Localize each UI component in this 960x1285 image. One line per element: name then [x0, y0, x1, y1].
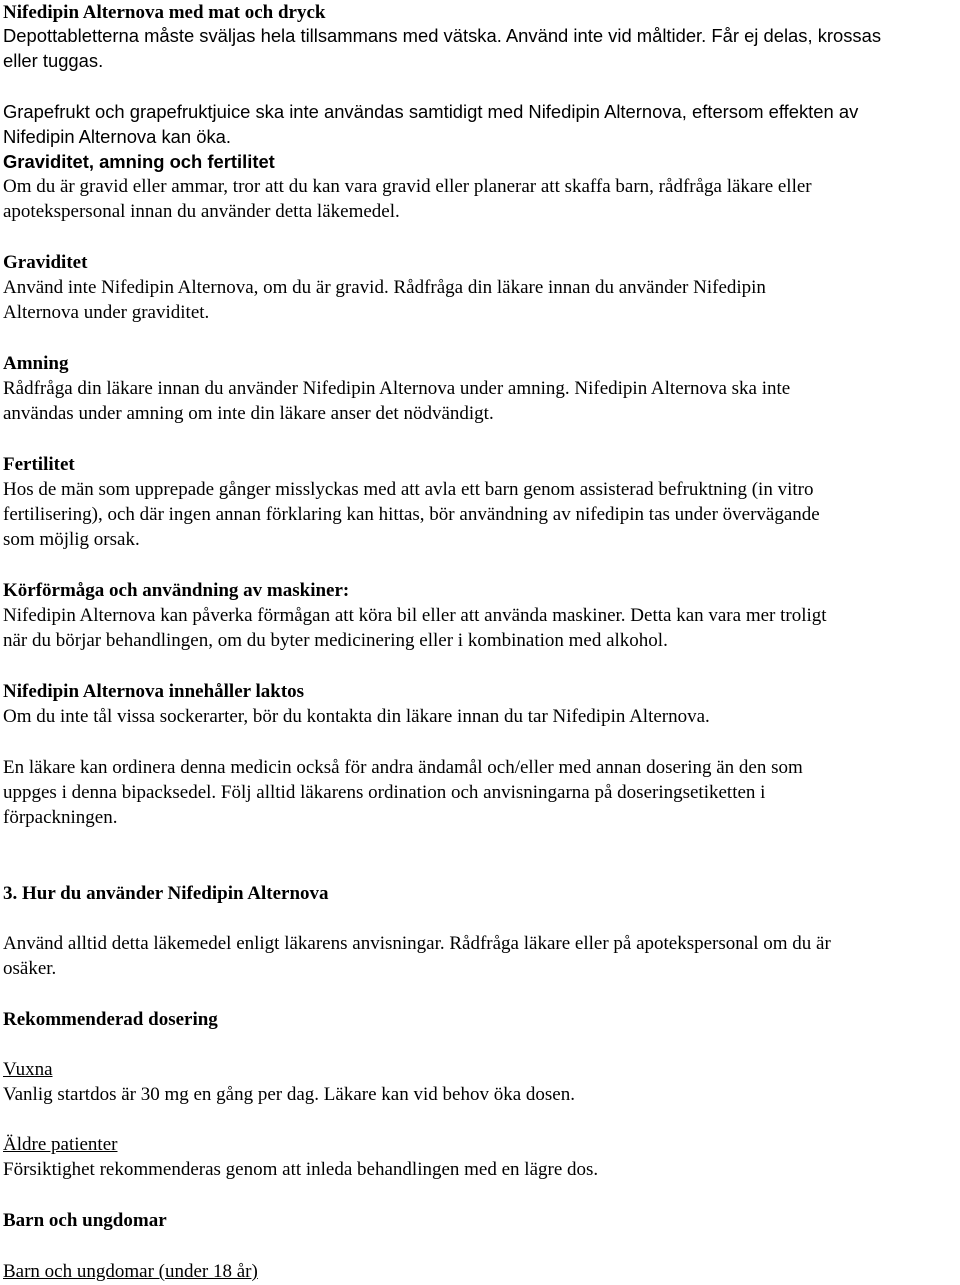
fertilitet-line-3: som möjlig orsak. — [3, 529, 140, 550]
amning-line-2: användas under amning om inte din läkare anser det nödvändigt. — [3, 403, 494, 424]
food-section-line-1: Depottabletterna måste sväljas hela tillsammans med vätska. Använd inte vid måltider. Får ej delas, krossas — [3, 25, 882, 46]
section-3-line-2: osäker. — [3, 958, 57, 979]
driving-line-2: när du börjar behandlingen, om du byter medicinering eller i kombination med alkohol. — [3, 630, 668, 651]
food-section-line-4: Nifedipin Alternova kan öka. — [3, 126, 231, 147]
other-use-line-2: uppges i denna bipacksedel. Följ alltid läkarens ordination och anvisningarna på doseringsetiketten i — [3, 782, 766, 803]
children-heading: Barn och ungdomar — [3, 1210, 167, 1231]
lactose-line-1: Om du inte tål vissa sockerarter, bör du kontakta din läkare innan du tar Nifedipin Alternova. — [3, 706, 710, 727]
other-use-line-3: förpackningen. — [3, 807, 118, 828]
pregnancy-section-heading: Graviditet, amning och fertilitet — [3, 151, 275, 172]
graviditet-line-1: Använd inte Nifedipin Alternova, om du är gravid. Rådfråga din läkare innan du använder Nifedipin — [3, 277, 766, 298]
fertilitet-line-2: fertilisering), och där ingen annan förklaring kan hittas, bör användning av nifedipin tas under övervägande — [3, 504, 820, 525]
amning-line-1: Rådfråga din läkare innan du använder Nifedipin Alternova under amning. Nifedipin Alternova ska inte — [3, 378, 791, 399]
pregnancy-section-line-1: Om du är gravid eller ammar, tror att du kan vara gravid eller planerar att skaffa barn, rådfråga läkare eller — [3, 176, 812, 197]
fertilitet-line-1: Hos de män som upprepade gånger misslyckas med att avla ett barn genom assisterad befruktning (in vitro — [3, 479, 814, 500]
food-section-line-2: eller tuggas. — [3, 50, 104, 71]
adults-heading: Vuxna — [3, 1059, 53, 1080]
children-sub-heading: Barn och ungdomar (under 18 år) — [3, 1261, 258, 1282]
other-use-line-1: En läkare kan ordinera denna medicin också för andra ändamål och/eller med annan dosering än den som — [3, 757, 803, 778]
amning-heading: Amning — [3, 353, 69, 374]
graviditet-heading: Graviditet — [3, 252, 88, 273]
fertilitet-heading: Fertilitet — [3, 454, 75, 475]
lactose-heading: Nifedipin Alternova innehåller laktos — [3, 681, 305, 702]
section-3-heading: 3. Hur du använder Nifedipin Alternova — [3, 883, 329, 904]
food-section-heading: Nifedipin Alternova med mat och dryck — [3, 2, 326, 23]
section-3-line-1: Använd alltid detta läkemedel enligt läkarens anvisningar. Rådfråga läkare eller på apotekspersonal om du är — [3, 933, 831, 954]
elderly-text: Försiktighet rekommenderas genom att inleda behandlingen med en lägre dos. — [3, 1159, 599, 1180]
dosage-heading: Rekommenderad dosering — [3, 1009, 218, 1030]
elderly-heading: Äldre patienter — [3, 1134, 118, 1155]
driving-line-1: Nifedipin Alternova kan påverka förmågan att köra bil eller att använda maskiner. Detta kan vara mer troligt — [3, 605, 827, 626]
adults-text: Vanlig startdos är 30 mg en gång per dag. Läkare kan vid behov öka dosen. — [3, 1084, 575, 1105]
driving-heading: Körförmåga och användning av maskiner: — [3, 580, 350, 601]
graviditet-line-2: Alternova under graviditet. — [3, 302, 210, 323]
pregnancy-section-line-2: apotekspersonal innan du använder detta läkemedel. — [3, 201, 400, 222]
food-section-line-3: Grapefrukt och grapefruktjuice ska inte användas samtidigt med Nifedipin Alternova, eftersom effekten av — [3, 101, 859, 122]
